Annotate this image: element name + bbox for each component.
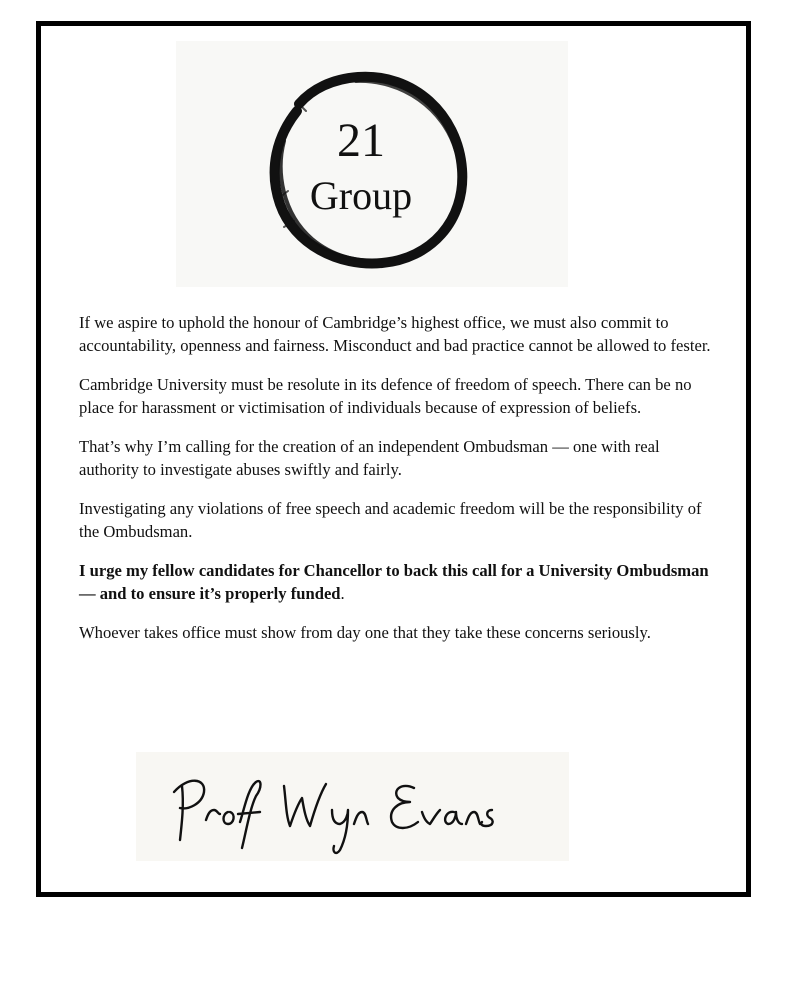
paragraph-5 xyxy=(79,559,719,605)
paragraph-1: If we aspire to uphold the honour of Cambridge’s highest office, we must also commit to accountability, openness and fairness. Misconduct and bad practice cannot be allowed to fester. xyxy=(79,313,711,355)
signature xyxy=(136,752,569,861)
letter-body xyxy=(79,311,719,660)
paragraph-6: Whoever takes office must show from day one that they take these concerns seriously. xyxy=(79,623,651,642)
bold-appeal-text: I urge my fellow candidates for Chancellor to back this call for a University Ombudsman — and to ensure it’s properly funded xyxy=(79,561,709,603)
paragraph-2: Cambridge University must be resolute in its defence of freedom of speech. There can be no place for harassment or victimisation of individuals because of expression of beliefs. xyxy=(79,375,692,417)
enso-brush-circle-icon xyxy=(176,41,568,287)
logo xyxy=(176,41,568,287)
handwritten-signature xyxy=(136,752,569,861)
paragraph-4: Investigating any violations of free speech and academic freedom will be the responsibility of the Ombudsman. xyxy=(79,499,702,541)
logo-number: 21 xyxy=(337,114,385,167)
logo-word: Group xyxy=(309,173,413,218)
bold-appeal-period: . xyxy=(340,584,345,603)
document-frame xyxy=(36,21,751,897)
paragraph-3: That’s why I’m calling for the creation of an independent Ombudsman — one with real authority to investigate abuses swiftly and fairly. xyxy=(79,437,660,479)
